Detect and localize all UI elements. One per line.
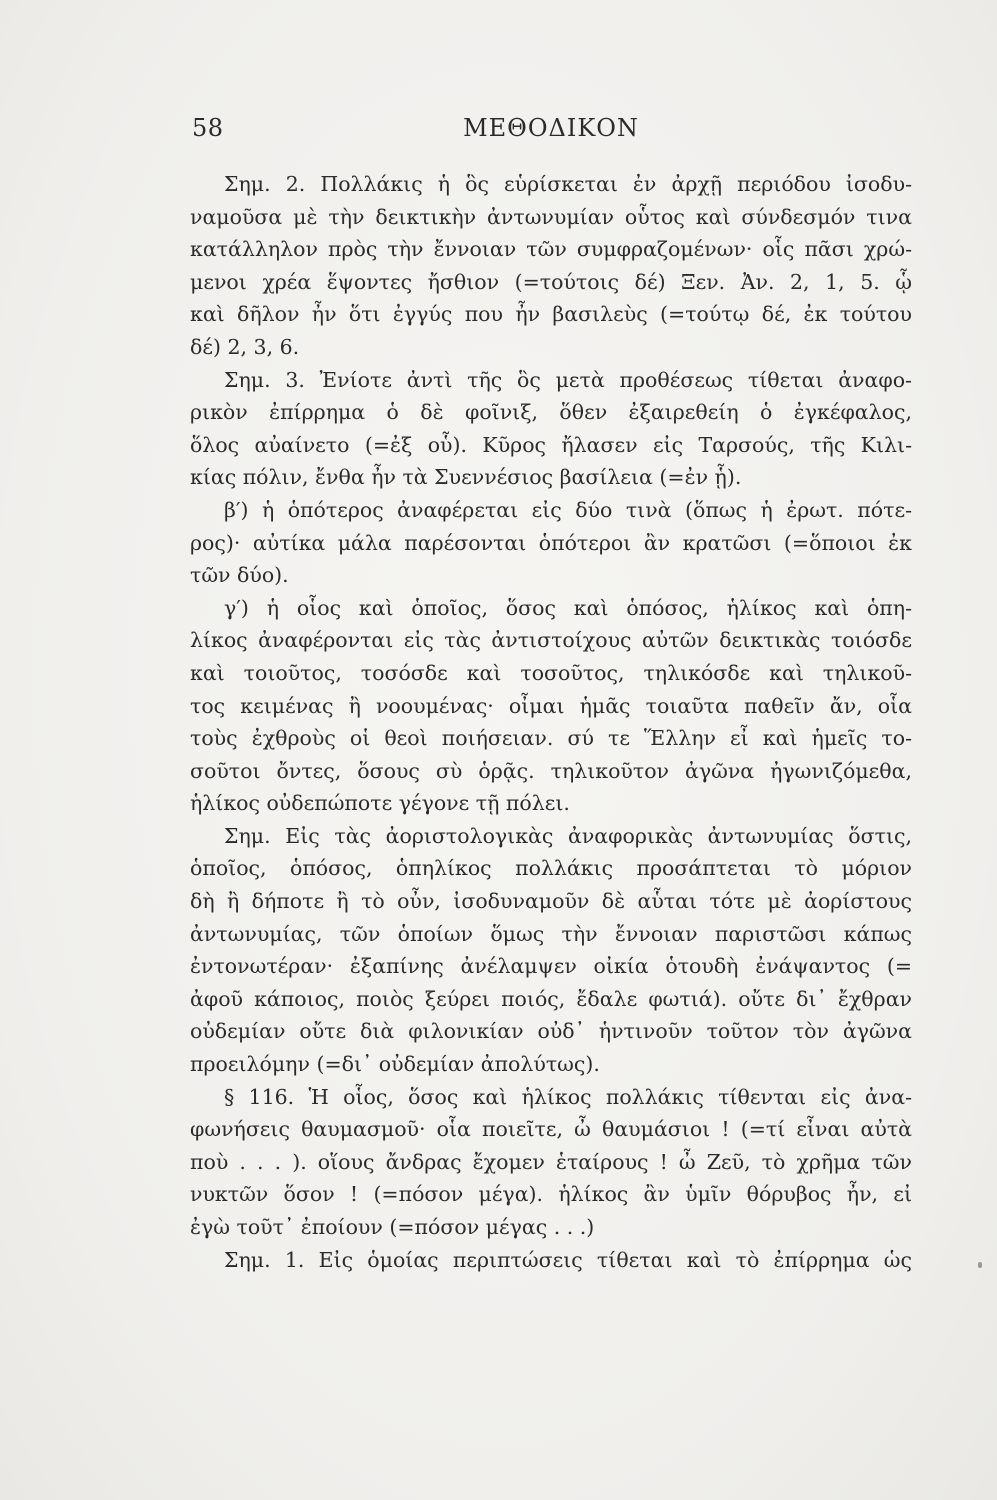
body-text	[190, 168, 912, 1276]
text-line: λίκος ἀναφέρονται εἰς τὰς ἀντιστοίχους αὐτῶν δεικτικὰς τοιόσδε	[190, 628, 912, 653]
text-line: § 116. Ἡ οἷος, ὅσος καὶ ἡλίκος πολλάκις τίθενται εἰς ἀνα-	[224, 1084, 912, 1109]
text-line: τῶν δύο).	[190, 563, 289, 588]
text-line: β′) ἡ ὁπότερος ἀναφέρεται εἰς δύο τινὰ (ὅπως ἡ ἐρωτ. πότε-	[224, 497, 912, 522]
text-line: ποὺ . . . ). οἵους ἄνδρας ἔχομεν ἑταίρους ! ὦ Ζεῦ, τὸ χρῆμα τῶν	[190, 1149, 912, 1174]
text-line: ἐγὼ τοῦτ᾽ ἐποίουν (=πόσον μέγας . . .)	[190, 1215, 595, 1239]
text-line: ἀφοῦ κάποιος, ποιὸς ξεύρει ποιός, ἔδαλε φωτιά). οὔτε δι᾽ ἔχθραν	[190, 986, 912, 1011]
text-line: καὶ δῆλον ἦν ὅτι ἐγγύς που ἦν βασιλεὺς (=τούτῳ δέ, ἐκ τούτου	[190, 302, 912, 327]
text-line: προειλόμην (=δι᾽ οὐδεμίαν ἀπολύτως).	[190, 1052, 600, 1077]
text-line: κίας πόλιν, ἔνθα ἦν τὰ Συεννέσιος βασίλεια (=ἐν ᾗ).	[190, 465, 742, 490]
text-line: ρος)· αὐτίκα μάλα παρέσονται ὁπότεροι ἂν κρατῶσι (=ὅποιοι ἐκ	[190, 530, 912, 555]
paper-speck	[978, 1262, 982, 1268]
page-number: 58	[192, 114, 224, 142]
text-line: μενοι χρέα ἕψοντες ἤσθιον (=τούτοις δέ) Ξεν. Ἀν. 2, 1, 5. ᾧ	[190, 269, 912, 294]
text-line: τοὺς ἐχθροὺς οἱ θεοὶ ποιήσειαν. σύ τε Ἕλλην εἶ καὶ ἡμεῖς το-	[190, 726, 912, 751]
text-line: ἀντωνυμίας, τῶν ὁποίων ὅμως τὴν ἔννοιαν παριστῶσι κάπως	[190, 921, 912, 946]
text-line: ὅλος αὐαίνετο (=ἐξ οὗ). Κῦρος ἤλασεν εἰς Ταρσούς, τῆς Κιλι-	[190, 432, 912, 457]
running-title: ΜΕΘΟΔΙΚΟΝ	[463, 114, 639, 142]
text-line: σοῦτοι ὄντες, ὅσους σὺ ὁρᾷς. τηλικοῦτον ἀγῶνα ἠγωνιζόμεθα,	[190, 758, 912, 783]
text-line: γ′) ἡ οἷος καὶ ὁποῖος, ὅσος καὶ ὁπόσος, ἡλίκος καὶ ὁπη-	[224, 595, 912, 620]
text-line: φωνήσεις θαυμασμοῦ· οἷα ποιεῖτε, ὦ θαυμάσιοι ! (=τί εἶναι αὐτὰ	[190, 1117, 912, 1142]
text-line: Σημ. 3. Ἐνίοτε ἀντὶ τῆς ὃς μετὰ προθέσεως τίθεται ἀναφο-	[224, 367, 912, 392]
text-line: κατάλληλον πρὸς τὴν ἔννοιαν τῶν συμφραζομένων· οἷς πᾶσι χρώ-	[190, 237, 912, 262]
text-line: νυκτῶν ὅσον ! (=πόσον μέγα). ἡλίκος ἂν ὑμῖν θόρυβος ἦν, εἰ	[190, 1182, 912, 1207]
text-line: ἐντονωτέραν· ἐξαπίνης ἀνέλαμψεν οἰκία ὁτουδὴ ἐνάψαντος (=	[190, 954, 912, 979]
text-line: καὶ τοιοῦτος, τοσόσδε καὶ τοσοῦτος, τηλικόσδε καὶ τηλικοῦ-	[190, 660, 912, 685]
page-header	[192, 114, 910, 154]
text-line: δέ) 2, 3, 6.	[190, 334, 300, 359]
text-line: δὴ ἢ δήποτε ἢ τὸ οὖν, ἰσοδυναμοῦν δὲ αὗται τότε μὲ ἀορίστους	[190, 889, 912, 914]
text-line: ὁποῖος, ὁπόσος, ὁπηλίκος πολλάκις προσάπτεται τὸ μόριον	[190, 856, 912, 881]
text-line: Σημ. 1. Εἰς ὁμοίας περιπτώσεις τίθεται καὶ τὸ ἐπίρρημα ὡς	[224, 1247, 912, 1272]
text-line: Σημ. Εἰς τὰς ἀοριστολογικὰς ἀναφορικὰς ἀντωνυμίας ὅστις,	[224, 823, 912, 848]
text-line: ρικὸν ἐπίρρημα ὁ δὲ φοῖνιξ, ὅθεν ἐξαιρεθείη ὁ ἐγκέφαλος,	[190, 400, 912, 425]
text-line: ἡλίκος οὐδεπώποτε γέγονε τῇ πόλει.	[190, 791, 570, 816]
text-line: τος κειμένας ἢ νοουμένας· οἶμαι ἡμᾶς τοιαῦτα παθεῖν ἄν, οἷα	[190, 693, 912, 718]
text-line: ναμοῦσα μὲ τὴν δεικτικὴν ἀντωνυμίαν οὗτος καὶ σύνδεσμόν τινα	[190, 204, 912, 229]
text-line: οὐδεμίαν οὔτε διὰ φιλονικίαν οὐδ᾽ ἡντινοῦν τοῦτον τὸν ἀγῶνα	[190, 1019, 912, 1044]
text-line: Σημ. 2. Πολλάκις ἡ ὃς εὑρίσκεται ἐν ἀρχῇ περιόδου ἰσοδυ-	[224, 172, 912, 196]
